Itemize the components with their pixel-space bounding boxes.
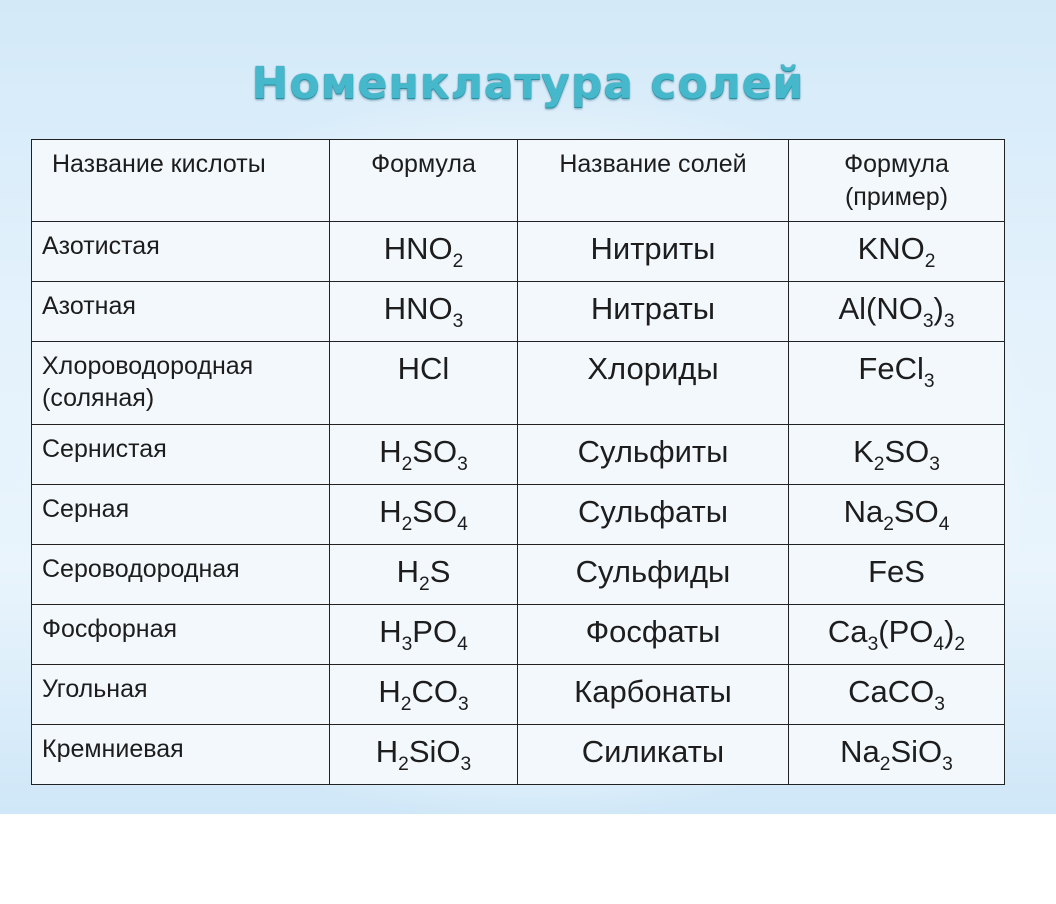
table-row xyxy=(32,545,1005,605)
formula-text: KNO xyxy=(857,231,925,266)
acid-formula-cell xyxy=(330,342,518,425)
formula-subscript: 3 xyxy=(460,754,472,776)
formula-subscript: 2 xyxy=(398,754,409,776)
formula-text: HNO xyxy=(383,231,453,266)
formula-subscript: 3 xyxy=(457,694,469,716)
table-row xyxy=(32,222,1005,282)
formula-subscript: 3 xyxy=(934,694,945,716)
formula-text: H xyxy=(379,614,402,649)
formula-subscript: 2 xyxy=(419,574,430,596)
salt-name-cell xyxy=(518,425,789,485)
table-row xyxy=(32,342,1005,425)
formula-subscript: 2 xyxy=(954,634,966,656)
salt-name-cell xyxy=(518,282,789,342)
table-header-row xyxy=(32,140,1005,222)
acid-name-cell xyxy=(32,665,330,725)
acid-name: (соляная) xyxy=(42,384,155,412)
example-formula-cell xyxy=(789,545,1005,605)
formula-text: SO xyxy=(884,434,930,469)
acid-name-cell xyxy=(32,425,330,485)
formula-text: Na xyxy=(840,734,880,769)
salt-name-cell xyxy=(518,222,789,282)
slide-title: Номенклатура солей xyxy=(251,58,805,109)
formula-text: H xyxy=(379,434,402,469)
table-row xyxy=(32,605,1005,665)
table-row xyxy=(32,282,1005,342)
formula-text: Al(NO xyxy=(838,291,923,326)
formula-subscript: 3 xyxy=(867,634,879,656)
formula-text: PO xyxy=(412,614,458,649)
chemical-formula xyxy=(379,434,468,476)
example-formula-cell xyxy=(789,222,1005,282)
formula-text: HCl xyxy=(397,351,450,386)
formula-subscript: 2 xyxy=(873,454,885,476)
chemical-formula xyxy=(853,434,940,476)
header-example-formula xyxy=(789,140,1005,222)
formula-text: HNO xyxy=(383,291,453,326)
formula-text: H xyxy=(375,734,399,769)
salt-name-cell xyxy=(518,665,789,725)
acid-name-cell xyxy=(32,725,330,785)
table-row xyxy=(32,725,1005,785)
formula-subscript: 2 xyxy=(401,514,413,536)
formula-subscript: 2 xyxy=(879,754,891,776)
salt-name: Силикаты xyxy=(581,734,725,769)
chemical-formula xyxy=(840,734,953,776)
chemical-formula xyxy=(868,554,925,589)
chemical-formula xyxy=(858,351,935,393)
acid-name: Угольная xyxy=(42,675,148,703)
acid-name: Сероводородная xyxy=(42,555,240,583)
acid-formula-cell xyxy=(330,545,518,605)
example-formula-cell xyxy=(789,425,1005,485)
formula-text: ) xyxy=(933,291,944,326)
formula-subscript: 2 xyxy=(924,251,936,273)
formula-subscript: 2 xyxy=(401,454,413,476)
formula-subscript: 2 xyxy=(400,694,412,716)
acid-formula-cell xyxy=(330,725,518,785)
formula-text: S xyxy=(429,554,451,589)
formula-text: H xyxy=(378,674,401,709)
acid-name-cell xyxy=(32,485,330,545)
formula-subscript: 4 xyxy=(457,514,468,536)
formula-subscript: 3 xyxy=(943,311,955,333)
chemical-formula xyxy=(379,494,468,536)
chemical-formula xyxy=(838,291,955,333)
acid-formula-cell xyxy=(330,605,518,665)
formula-text: SO xyxy=(893,494,939,529)
header-example-line-1: Формула xyxy=(844,150,949,178)
formula-subscript: 3 xyxy=(922,311,934,333)
chemical-formula xyxy=(843,494,950,536)
header-salt-name: Название солей xyxy=(518,140,789,222)
chemical-formula xyxy=(379,614,468,656)
acid-formula-cell xyxy=(330,425,518,485)
formula-text: Ca xyxy=(827,614,868,649)
salt-name: Сульфиды xyxy=(575,554,731,589)
formula-text: SiO xyxy=(890,734,943,769)
salt-name-cell xyxy=(518,545,789,605)
salt-name-cell xyxy=(518,605,789,665)
table-row xyxy=(32,425,1005,485)
acid-name: Сернистая xyxy=(42,435,167,463)
formula-text: CaCO xyxy=(848,674,935,709)
formula-text: Na xyxy=(843,494,884,529)
formula-text: (PO xyxy=(878,614,934,649)
formula-text: CO xyxy=(411,674,458,709)
example-formula-cell xyxy=(789,605,1005,665)
acid-name: Фосфорная xyxy=(42,615,178,643)
salt-name: Фосфаты xyxy=(585,614,721,649)
acid-name: Серная xyxy=(42,495,130,523)
formula-text: K xyxy=(853,434,874,469)
salt-name: Нитриты xyxy=(590,231,716,266)
salt-name: Нитраты xyxy=(590,291,716,326)
formula-subscript: 2 xyxy=(883,514,894,536)
acid-name-cell xyxy=(32,342,330,425)
salt-name-cell xyxy=(518,485,789,545)
example-formula-cell xyxy=(789,485,1005,545)
formula-subscript: 3 xyxy=(401,634,413,656)
salt-name: Сульфаты xyxy=(578,494,728,529)
formula-text: H xyxy=(379,494,402,529)
chemical-formula xyxy=(827,614,966,656)
formula-subscript: 4 xyxy=(938,514,950,536)
salt-name: Карбонаты xyxy=(574,674,732,709)
formula-subscript: 4 xyxy=(933,634,945,656)
acid-name-cell xyxy=(32,545,330,605)
header-acid-name: Название кислоты xyxy=(32,140,330,222)
acid-formula-cell xyxy=(330,485,518,545)
formula-subscript: 3 xyxy=(452,311,464,333)
chemical-formula xyxy=(375,734,472,776)
salt-name-cell xyxy=(518,725,789,785)
chemical-formula xyxy=(383,231,464,273)
formula-subscript: 3 xyxy=(923,371,935,393)
salt-name-cell xyxy=(518,342,789,425)
formula-text: SO xyxy=(412,434,458,469)
salt-name: Хлориды xyxy=(587,351,719,386)
formula-subscript: 4 xyxy=(457,634,468,656)
chemical-formula xyxy=(398,351,450,386)
formula-text: FeS xyxy=(868,554,925,589)
acid-name-cell xyxy=(32,605,330,665)
example-formula-cell xyxy=(789,342,1005,425)
chemical-formula xyxy=(383,291,464,333)
table-row xyxy=(32,485,1005,545)
chemical-formula xyxy=(848,674,945,716)
formula-text: FeCl xyxy=(858,351,924,386)
formula-text: H xyxy=(396,554,419,589)
chemical-formula xyxy=(396,554,451,596)
formula-text: SiO xyxy=(408,734,461,769)
table-row xyxy=(32,665,1005,725)
acid-formula-cell xyxy=(330,665,518,725)
acid-name: Азотистая xyxy=(42,232,160,260)
formula-subscript: 3 xyxy=(929,454,940,476)
chemical-formula xyxy=(378,674,469,716)
acid-name: Хлороводородная xyxy=(42,352,254,380)
formula-subscript: 2 xyxy=(452,251,464,273)
chemical-formula xyxy=(857,231,936,273)
header-example-line-2: (пример) xyxy=(844,183,949,211)
formula-text: ) xyxy=(944,614,955,649)
acid-name-cell xyxy=(32,282,330,342)
salt-nomenclature-table xyxy=(31,139,1005,785)
example-formula-cell xyxy=(789,665,1005,725)
acid-name: Кремниевая xyxy=(42,735,184,763)
acid-formula-cell xyxy=(330,282,518,342)
acid-name-cell xyxy=(32,222,330,282)
formula-subscript: 3 xyxy=(457,454,468,476)
header-formula: Формула xyxy=(330,140,518,222)
acid-name: Азотная xyxy=(42,292,136,320)
formula-text: SO xyxy=(412,494,458,529)
salt-name: Сульфиты xyxy=(577,434,729,469)
acid-formula-cell xyxy=(330,222,518,282)
example-formula-cell xyxy=(789,282,1005,342)
example-formula-cell xyxy=(789,725,1005,785)
formula-subscript: 3 xyxy=(942,754,953,776)
